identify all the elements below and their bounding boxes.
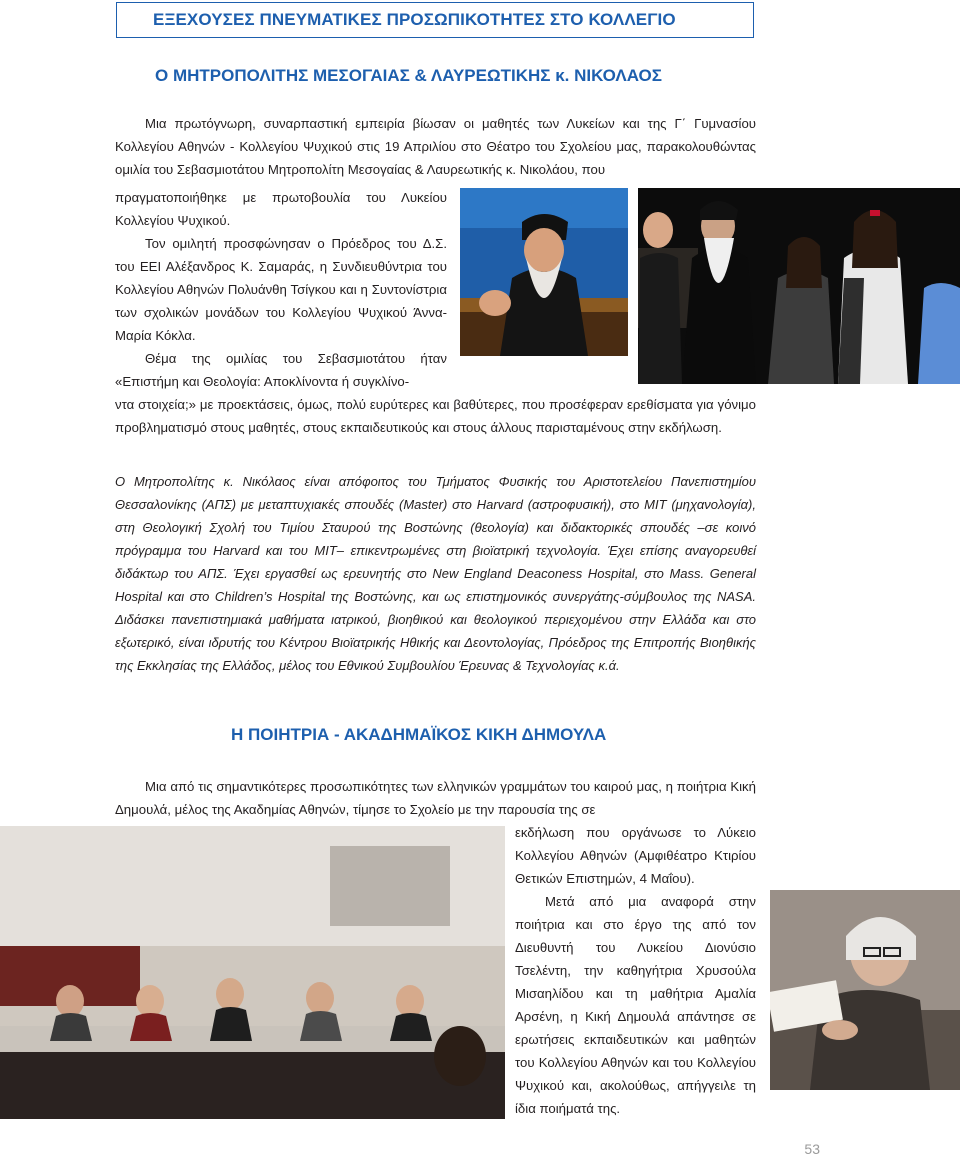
section-title-metropolitan: Ο ΜΗΤΡΟΠΟΛΙΤΗΣ ΜΕΣΟΓΑΙΑΣ & ΛΑΥΡΕΩΤΙΚΗΣ κ. ΝΙΚΟΛΑΟΣ [155, 66, 662, 85]
poet-reading-photo [770, 890, 960, 1090]
banner-title: ΕΞΕΧΟΥΣΕΣ ΠΝΕΥΜΑΤΙΚΕΣ ΠΡΟΣΩΠΙΚΟΤΗΤΕΣ ΣΤΟ ΚΟΛΛΕΓΙΟ [153, 10, 676, 29]
topic-continuation: ντα στοιχεία;» με προεκτάσεις, όμως, πολύ ευρύτερες και βαθύτερες, που προσέφεραν ερεθίσματα για γόνιμο προβληματισμό στους μαθητές, στους εκπαιδευτικούς και στους άλλους παρισταμένους στην εκδήλωση. [115, 397, 756, 435]
event-paragraph: εκδήλωση που οργάνωσε το Λύκειο Κολλεγίου Αθηνών (Αμφιθέατρο Κτιρίου Θετικών Επιστημών, 4 Μαΐου). [515, 825, 756, 886]
metropolitan-with-students-photo [638, 188, 960, 384]
discussion-paragraph: Μετά από μια αναφορά στην ποιήτρια και στο έργο της από τον Διευθυντή του Λυκείου Διονύσιο Τσελέντη, την καθηγήτρια Χρυσούλα Μισαηλίδου και τη μαθήτρια Αμαλία Αρσένη, η Κική Δημουλά απάντησε σε ερωτήσεις εκπαιδευτικών και μαθητών του Κολλεγίου Αθηνών και του Κολλεγίου Ψυχικού και, ακολούθως, απήγγειλε τη ίδια ποιήματά της. [515, 894, 756, 1116]
poet-intro-paragraph: Μια από τις σημαντικότερες προσωπικότητες των ελληνικών γραμμάτων του καιρού μας, η ποιήτρια Κική Δημουλά, μέλος της Ακαδημίας Αθηνών, τίμησε το Σχολείο με την παρουσία της σε [115, 779, 756, 817]
section-title-poet: Η ΠΟΙΗΤΡΙΑ - ΑΚΑΔΗΜΑΪΚΟΣ ΚΙΚΗ ΔΗΜΟΥΛΑ [231, 725, 607, 744]
topic-paragraph: Θέμα της ομιλίας του Σεβασμιοτάτου ήταν «Επιστήμη και Θεολογία: Αποκλίνοντα ή συγκλίνο- [115, 351, 447, 389]
intro-continuation: πραγματοποιήθηκε με πρωτοβουλία του Λυκείου Κολλεγίου Ψυχικού. [115, 190, 447, 228]
header-banner [116, 2, 754, 38]
metropolitan-speaking-photo [460, 188, 628, 356]
bio-paragraph: Ο Μητροπολίτης κ. Νικόλαος είναι απόφοιτος του Τμήματος Φυσικής του Αριστοτελείου Πανεπιστημίου Θεσσαλονίκης (ΑΠΣ) με μεταπτυχιακές σπουδές (Master) στο Harvard (αστροφυσική), στο MIT (μηχανολογία), στη Θεολογική Σχολή του Τιμίου Σταυρού της Βοστώνης (θεολογία) και διδακτορικές σπουδές –σε κοινό πρόγραμμα του Harvard και του MIT– επικεντρωμένες στη βιοϊατρική τεχνολογία. Έχει επίσης αναγορευθεί διδάκτωρ του ΑΠΣ. Έχει εργασθεί ως ερευνητής στο New England Deaconess Hospital, στο Mass. General Hospital και στο Children’s Hospital της Βοστώνης, και ως επιστημονικός συνεργάτης-σύμβουλος της NASA. Διδάσκει πανεπιστημιακά μαθήματα ιατρικού, βιοηθικού και θεολογικού περιεχομένου στην Ελλάδα και στο εξωτερικό, είναι ιδρυτής του Κέντρου Βιοϊατρικής Ηθικής και Δεοντολογίας, Πρόεδρος της Επιτροπής Βιοηθικής της Εκκλησίας της Ελλάδος, μέλος του Εθνικού Συμβουλίου Έρευνας & Τεχνολογίας κ.ά. [115, 474, 756, 673]
page-number: 53 [804, 1141, 820, 1157]
panel-auditorium-photo [0, 826, 505, 1119]
intro-paragraph: Μια πρωτόγνωρη, συναρπαστική εμπειρία βίωσαν οι μαθητές των Λυκείων και της Γ΄ Γυμνασίου Κολλεγίου Αθηνών - Κολλεγίου Ψυχικού στις 19 Απριλίου στο Θέατρο του Σχολείου μας, παρακολουθώντας ομιλία του Σεβασμιοτάτου Μητροπολίτη Μεσογαίας & Λαυρεωτικής κ. Νικολάου, που [115, 116, 756, 177]
greeting-paragraph: Τον ομιλητή προσφώνησαν ο Πρόεδρος του Δ.Σ. του ΕΕΙ Αλέξανδρος Κ. Σαμαράς, η Συνδιευθύντρια του Κολλεγίου Αθηνών Πολυάνθη Τσίγκου και η Συντονίστρια των σχολικών μονάδων του Κολλεγίου Ψυχικού Άννα-Μαρία Κόκλα. [115, 236, 447, 343]
